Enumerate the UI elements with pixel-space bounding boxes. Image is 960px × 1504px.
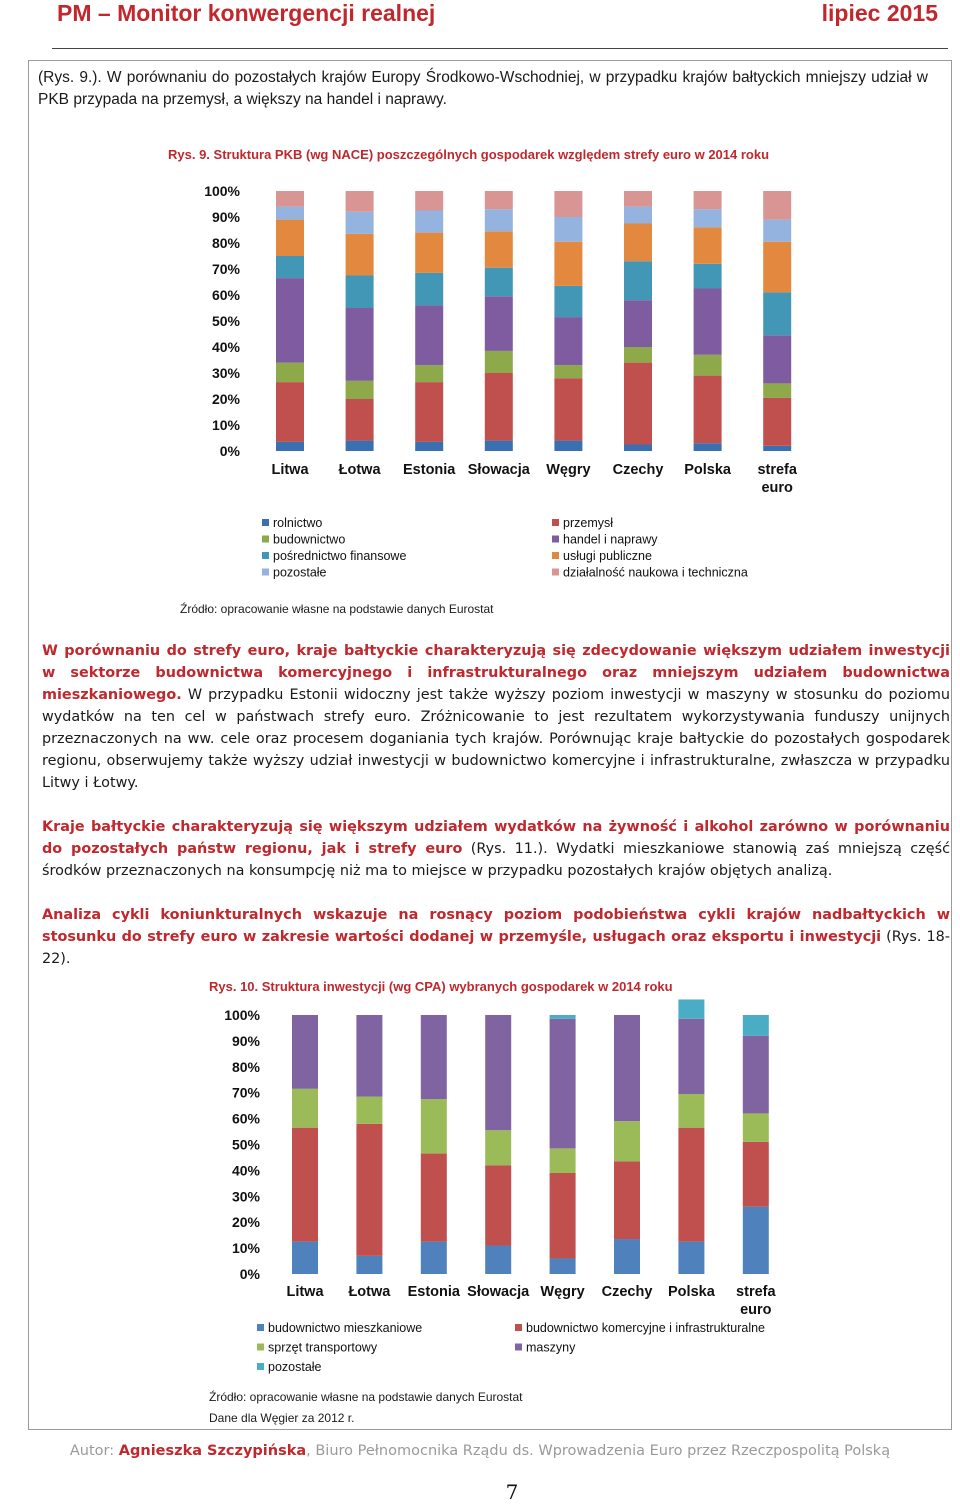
legend-label: przemysł <box>563 516 614 530</box>
bar-segment <box>421 1242 447 1274</box>
chart1-title: Rys. 9. Struktura PKB (wg NACE) poszczególnych gospodarek względem strefy euro w 2014 roku <box>168 147 770 162</box>
category-label: Czechy <box>601 1284 653 1300</box>
bar-segment <box>743 1036 769 1114</box>
y-tick-label: 60% <box>211 287 240 303</box>
paragraph-cycles-text: (Rys. 18-22). <box>42 929 950 967</box>
bar-segment <box>485 1165 511 1245</box>
bar-segment <box>678 1128 704 1242</box>
legend-swatch <box>257 1363 264 1370</box>
bar-segment <box>743 1113 769 1141</box>
footer-author-name: Agnieszka Szczypińska <box>118 1443 307 1459</box>
y-tick-label: 30% <box>211 365 240 381</box>
category-label: Węgry <box>546 462 591 478</box>
bar-segment <box>614 1015 640 1121</box>
bar-segment <box>421 1015 447 1099</box>
bar-segment <box>550 1019 576 1149</box>
legend-label: maszyny <box>526 1340 576 1355</box>
legend-label: pośrednictwo finansowe <box>273 549 407 563</box>
y-tick-label: 80% <box>211 235 240 251</box>
document-date: lipiec 2015 <box>821 0 938 26</box>
bar-segment <box>356 1097 382 1124</box>
footer-author-suffix: , Biuro Pełnomocnika Rządu ds. Wprowadzenia Euro przez Rzeczpospolitą Polską <box>306 1443 891 1459</box>
legend-label: rolnictwo <box>273 516 323 530</box>
paragraph-consumption-text: (Rys. 11.). Wydatki mieszkaniowe stanowią zaś mniejszą część środków przeznaczonych na konsumpcję niż ma to miejsce w przypadku pozostałych krajów objętych analizą. <box>42 841 950 879</box>
category-label: Litwa <box>286 1284 324 1300</box>
paragraph-cycles-bold: Analiza cykli koniunkturalnych wskazuje na rosnący poziom podobieństwa cykli krajów nadbałtyckich w stosunku do strefy euro w zakresie wartości dodanej w przemyśle, usługach oraz eksportu i inwestycji <box>42 907 950 945</box>
y-tick-label: 40% <box>211 339 240 355</box>
category-label: Polska <box>684 462 731 478</box>
legend-label: sprzęt transportowy <box>268 1340 378 1355</box>
paragraph-investment-text: W przypadku Estonii widoczny jest także wyższy poziom inwestycji w maszyny w stosunku do poziomu wydatków na ten cel w państwach strefy euro. Zróżnicowanie to jest rezultatem wykorzystywania funduszy unijnych przeznaczonych na ww. cele oraz procesem doganiania tych krajów. Porównując kraje bałtyckie do pozostałych gospodarek regionu, obserwujemy także wyższy udział inwestycji w budownictwo komercyjne i infrastrukturalne, zwłaszcza w przypadku Litwy i Łotwy. <box>42 687 950 791</box>
category-label: euro <box>740 1302 772 1318</box>
category-label: Litwa <box>271 462 309 478</box>
chart2-source: Źródło: opracowanie własne na podstawie danych Eurostat <box>209 1390 523 1404</box>
bar-segment <box>485 1015 511 1130</box>
y-tick-label: 0% <box>219 443 240 459</box>
legend-label: pozostałe <box>268 1360 322 1374</box>
footer-author-prefix: Autor: <box>69 1443 119 1459</box>
bar-segment <box>292 1128 318 1242</box>
legend-label: handel i naprawy <box>563 532 658 547</box>
bar-segment <box>743 1207 769 1274</box>
legend-label: usługi publiczne <box>563 549 652 563</box>
y-tick-label: 80% <box>231 1058 260 1075</box>
bar-segment <box>356 1015 382 1097</box>
y-tick-label: 40% <box>231 1162 260 1179</box>
bar-segment <box>614 1239 640 1274</box>
category-label: Słowacja <box>467 1284 530 1300</box>
y-tick-label: 90% <box>231 1032 260 1049</box>
chart2-title: Rys. 10. Struktura inwestycji (wg CPA) wybranych gospodarek w 2014 roku <box>209 979 673 994</box>
y-tick-label: 20% <box>231 1214 260 1231</box>
y-tick-label: 50% <box>231 1136 260 1153</box>
bar-segment <box>485 1130 511 1165</box>
intro-paragraph: (Rys. 9.). W porównaniu do pozostałych krajów Europy Środkowo-Wschodniej, w przypadku krajów bałtyckich mniejszy udział w PKB przypada na przemysł, a większy na handel i naprawy. <box>38 69 928 108</box>
chart2-note: Dane dla Węgier za 2012 r. <box>209 1411 355 1425</box>
bar-segment <box>743 1142 769 1207</box>
paragraph-consumption-bold: Kraje bałtyckie charakteryzują się większym udziałem wydatków na żywność i alkohol zarówno w porównaniu do pozostałych państw regionu, jak i strefy euro <box>42 819 950 857</box>
y-tick-label: 100% <box>224 1007 260 1023</box>
bar-segment <box>614 1161 640 1239</box>
legend-label: budownictwo mieszkaniowe <box>268 1321 423 1335</box>
bar-segment <box>356 1256 382 1274</box>
document-title: PM – Monitor konwergencji realnej <box>57 0 436 26</box>
category-label: Estonia <box>407 1284 460 1300</box>
bar-segment <box>356 1124 382 1256</box>
page-number: 7 <box>505 1480 519 1504</box>
y-tick-label: 70% <box>231 1084 260 1101</box>
legend-swatch <box>257 1324 264 1331</box>
legend-label: budownictwo <box>273 532 346 547</box>
category-label: Łotwa <box>348 1284 391 1300</box>
chart1-source: Źródło: opracowanie własne na podstawie danych Eurostat <box>180 602 494 616</box>
bar-segment <box>550 1173 576 1258</box>
y-tick-label: 90% <box>211 209 240 225</box>
legend-swatch <box>257 1344 264 1351</box>
bar-segment <box>550 1258 576 1274</box>
category-label: Słowacja <box>467 462 530 478</box>
y-tick-label: 30% <box>231 1188 260 1205</box>
legend-label: działalność naukowa i techniczna <box>563 565 748 580</box>
bar-segment <box>678 1242 704 1274</box>
y-tick-label: 10% <box>211 417 240 433</box>
category-label: Polska <box>668 1284 715 1300</box>
y-tick-label: 70% <box>211 261 240 277</box>
legend-label: pozostałe <box>273 565 327 580</box>
y-tick-label: 0% <box>239 1266 260 1282</box>
y-tick-label: 100% <box>204 183 240 199</box>
y-tick-label: 10% <box>231 1240 260 1257</box>
category-label: strefa <box>736 1284 776 1300</box>
y-tick-label: 20% <box>211 391 240 407</box>
bar-segment <box>550 1148 576 1173</box>
bar-segment <box>743 1015 769 1036</box>
paragraph-investment-bold: W porównaniu do strefy euro, kraje bałtyckie charakteryzują się zdecydowanie większym udziałem inwestycji w sektorze budownictwa komercyjnego i infrastrukturalnego oraz mniejszym udziałem budownictwa mieszkaniowego. <box>42 643 950 703</box>
legend-swatch <box>515 1344 522 1351</box>
category-label: euro <box>761 480 793 496</box>
bar-segment <box>485 1246 511 1274</box>
bar-segment <box>292 1015 318 1089</box>
bar-segment <box>678 1094 704 1128</box>
legend-label: budownictwo komercyjne i infrastrukturalne <box>526 1321 765 1335</box>
category-label: Łotwa <box>338 462 381 478</box>
bar-segment <box>421 1154 447 1242</box>
category-label: Węgry <box>540 1284 585 1300</box>
category-label: strefa <box>757 462 797 478</box>
bar-segment <box>292 1089 318 1128</box>
y-tick-label: 60% <box>231 1110 260 1127</box>
y-tick-label: 50% <box>211 313 240 329</box>
footer-author <box>0 1443 960 1459</box>
bar-segment <box>421 1099 447 1153</box>
bar-segment <box>292 1242 318 1274</box>
category-label: Czechy <box>612 462 664 478</box>
legend-swatch <box>515 1324 522 1331</box>
bar-segment <box>550 1015 576 1019</box>
bar-segment <box>678 1019 704 1094</box>
bar-segment <box>678 999 704 1018</box>
category-label: Estonia <box>403 462 456 478</box>
bar-segment <box>614 1121 640 1161</box>
